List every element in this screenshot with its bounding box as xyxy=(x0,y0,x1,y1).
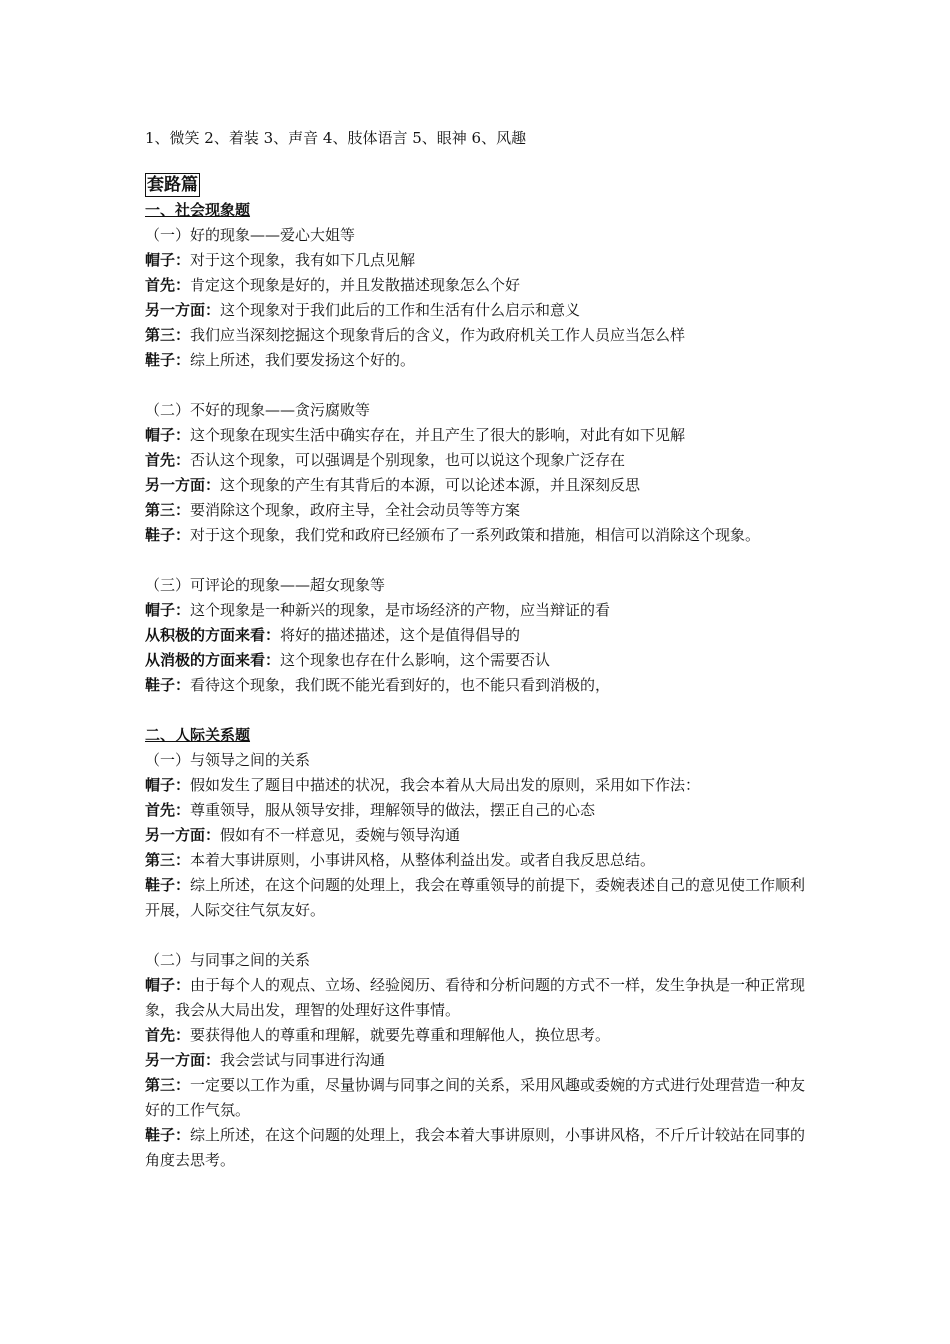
section-heading: 二、人际关系题 xyxy=(145,726,251,744)
item-text: 这个现象对于我们此后的工作和生活有什么启示和意义 xyxy=(220,301,581,319)
subsection-title: （一）与领导之间的关系 xyxy=(145,751,311,769)
item-first xyxy=(145,1023,810,1048)
item-hat xyxy=(145,423,810,448)
item-label: 鞋子： xyxy=(145,876,191,894)
item-text: 我们应当深刻挖掘这个现象背后的含义，作为政府机关工作人员应当怎么样 xyxy=(190,326,686,344)
spacer xyxy=(145,548,810,573)
item-positive xyxy=(145,623,810,648)
item-text: 对于这个现象，我有如下几点见解 xyxy=(190,251,416,269)
item-label: 首先： xyxy=(145,276,191,294)
item-text: 否认这个现象，可以强调是个别现象，也可以说这个现象广泛存在 xyxy=(190,451,626,469)
item-third xyxy=(145,848,810,873)
item-text: 综上所述，在这个问题的处理上，我会本着大事讲原则，小事讲风格，不斤斤计较站在同事的角度去思考。 xyxy=(145,1126,806,1169)
section-heading: 一、社会现象题 xyxy=(145,201,251,219)
item-label: 另一方面： xyxy=(145,301,221,319)
subsection-debatable-phenomena xyxy=(145,573,810,698)
item-label: 帽子： xyxy=(145,976,191,994)
subsection-title: （二）不好的现象——贪污腐败等 xyxy=(145,401,371,419)
item-label: 第三： xyxy=(145,501,191,519)
item-hat xyxy=(145,773,810,798)
document-page xyxy=(145,126,810,1173)
subsection-bad-phenomena xyxy=(145,398,810,548)
item-label: 帽子： xyxy=(145,776,191,794)
item-text: 对于这个现象，我们党和政府已经颁布了一系列政策和措施，相信可以消除这个现象。 xyxy=(190,526,761,544)
item-label: 首先： xyxy=(145,801,191,819)
intro-line: 1、微笑 2、着装 3、声音 4、肢体语言 5、眼神 6、风趣 xyxy=(145,129,527,147)
chapter-title xyxy=(145,173,810,198)
item-text: 这个现象在现实生活中确实存在，并且产生了很大的影响，对此有如下见解 xyxy=(190,426,686,444)
item-text: 这个现象是一种新兴的现象，是市场经济的产物，应当辩证的看 xyxy=(190,601,611,619)
item-third xyxy=(145,498,810,523)
item-label: 另一方面： xyxy=(145,476,221,494)
item-shoe xyxy=(145,1123,810,1173)
item-label: 另一方面： xyxy=(145,826,221,844)
item-label: 首先： xyxy=(145,1026,191,1044)
subsection-title: （二）与同事之间的关系 xyxy=(145,951,311,969)
item-label: 首先： xyxy=(145,451,191,469)
item-text: 一定要以工作为重，尽量协调与同事之间的关系，采用风趣或委婉的方式进行处理营造一种友好的工作气氛。 xyxy=(145,1076,806,1119)
chapter-title-text: 套路篇 xyxy=(147,175,198,195)
item-shoe xyxy=(145,523,810,548)
item-label: 第三： xyxy=(145,1076,191,1094)
item-negative xyxy=(145,648,810,673)
item-text: 要获得他人的尊重和理解，就要先尊重和理解他人，换位思考。 xyxy=(190,1026,611,1044)
item-label: 帽子： xyxy=(145,426,191,444)
item-text: 假如有不一样意见，委婉与领导沟通 xyxy=(220,826,461,844)
item-label: 第三： xyxy=(145,326,191,344)
item-third xyxy=(145,1073,810,1123)
item-text: 将好的描述描述，这个是值得倡导的 xyxy=(280,626,521,644)
item-hat xyxy=(145,598,810,623)
item-label: 第三： xyxy=(145,851,191,869)
item-label: 另一方面： xyxy=(145,1051,221,1069)
section-interpersonal xyxy=(145,723,810,1173)
item-text: 综上所述，我们要发扬这个好的。 xyxy=(190,351,416,369)
section-social-phenomena xyxy=(145,198,810,698)
item-label: 帽子： xyxy=(145,251,191,269)
spacer xyxy=(145,923,810,948)
item-text: 这个现象也存在什么影响，这个需要否认 xyxy=(280,651,551,669)
item-other-side xyxy=(145,473,810,498)
item-hat xyxy=(145,973,810,1023)
item-label: 鞋子： xyxy=(145,1126,191,1144)
item-text: 综上所述，在这个问题的处理上，我会在尊重领导的前提下，委婉表述自己的意见使工作顺利开展，人际交往气氛友好。 xyxy=(145,876,806,919)
item-label: 鞋子： xyxy=(145,676,191,694)
item-hat xyxy=(145,248,810,273)
item-text: 这个现象的产生有其背后的本源，可以论述本源，并且深刻反思 xyxy=(220,476,641,494)
item-first xyxy=(145,448,810,473)
subsection-colleague-relation xyxy=(145,948,810,1173)
item-shoe xyxy=(145,673,810,698)
item-text: 本着大事讲原则，小事讲风格，从整体利益出发。或者自我反思总结。 xyxy=(190,851,656,869)
item-other-side xyxy=(145,298,810,323)
item-text: 要消除这个现象，政府主导，全社会动员等等方案 xyxy=(190,501,521,519)
item-shoe xyxy=(145,348,810,373)
item-label: 从消极的方面来看： xyxy=(145,651,281,669)
item-text: 由于每个人的观点、立场、经验阅历、看待和分析问题的方式不一样，发生争执是一种正常现象，我会从大局出发，理智的处理好这件事情。 xyxy=(145,976,806,1019)
item-first xyxy=(145,273,810,298)
item-third xyxy=(145,323,810,348)
subsection-good-phenomena xyxy=(145,223,810,373)
item-other-side xyxy=(145,1048,810,1073)
item-label: 从积极的方面来看： xyxy=(145,626,281,644)
subsection-leader-relation xyxy=(145,748,810,923)
subsection-title: （三）可评论的现象——超女现象等 xyxy=(145,576,386,594)
item-text: 看待这个现象，我们既不能光看到好的，也不能只看到消极的， xyxy=(190,676,611,694)
item-label: 帽子： xyxy=(145,601,191,619)
item-text: 肯定这个现象是好的，并且发散描述现象怎么个好 xyxy=(190,276,521,294)
item-other-side xyxy=(145,823,810,848)
spacer xyxy=(145,698,810,723)
spacer xyxy=(145,373,810,398)
item-text: 假如发生了题目中描述的状况，我会本着从大局出发的原则，采用如下作法： xyxy=(190,776,701,794)
subsection-title: （一）好的现象——爱心大姐等 xyxy=(145,226,356,244)
item-label: 鞋子： xyxy=(145,351,191,369)
item-text: 我会尝试与同事进行沟通 xyxy=(220,1051,386,1069)
item-shoe xyxy=(145,873,810,923)
item-first xyxy=(145,798,810,823)
item-label: 鞋子： xyxy=(145,526,191,544)
item-text: 尊重领导，服从领导安排，理解领导的做法，摆正自己的心态 xyxy=(190,801,596,819)
